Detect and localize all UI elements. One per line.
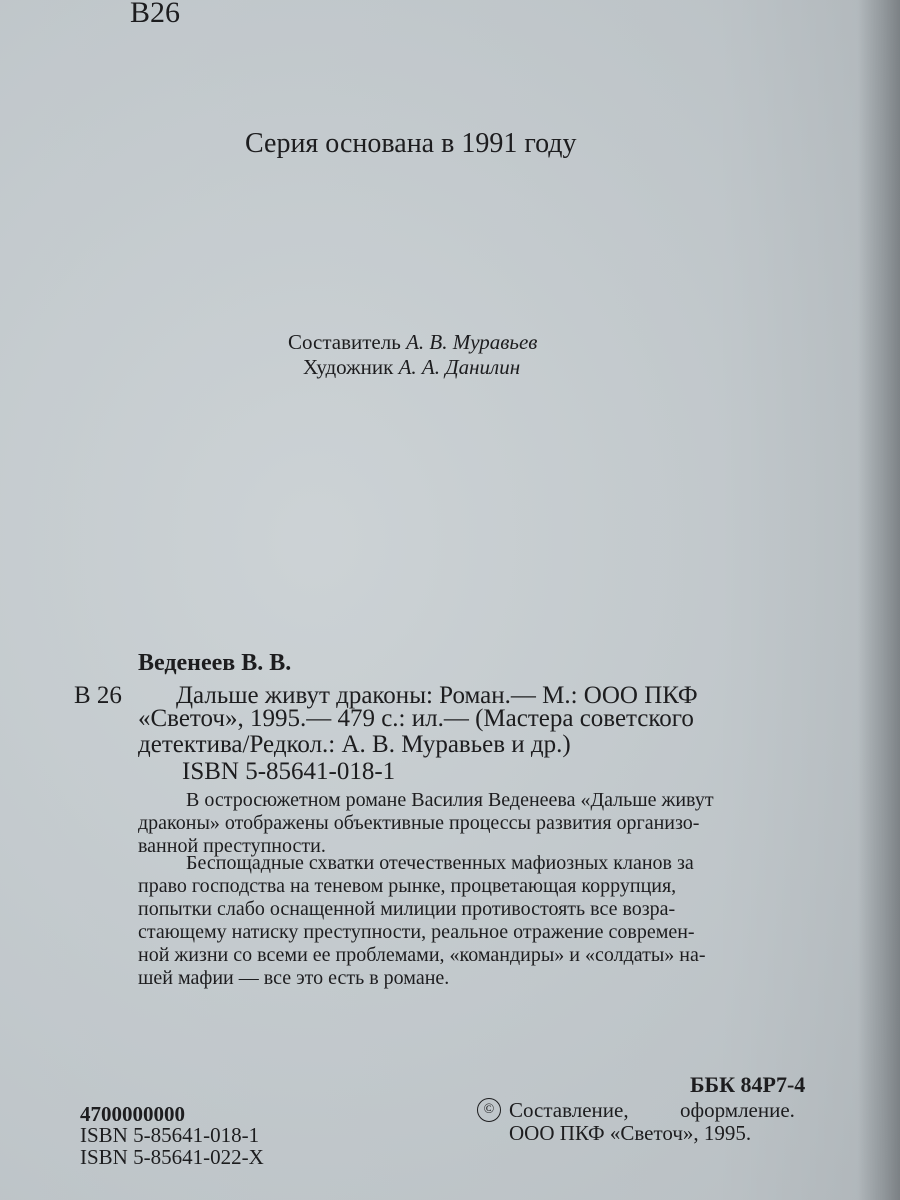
copyright-text: оформление. [680,1098,795,1122]
annotation-line: право господства на теневом рынке, процветающая коррупция, [138,875,677,897]
annotation-line: ванной преступности. [138,835,326,857]
annotation-line: стающему натиску преступности, реальное отражение современ- [138,921,695,943]
credit-artist [303,355,520,380]
credit-role: Составитель [288,330,401,354]
credit-role: Художник [303,355,394,379]
catalog-code-top: В26 [130,0,181,29]
annotation-line: Беспощадные схватки отечественных мафиозных кланов за [186,852,694,874]
copyright-holder: ООО ПКФ «Светоч», 1995. [509,1121,752,1145]
publication-number: 4700000000 [80,1102,185,1126]
copyright-sign: © [477,1098,501,1122]
catalog-line: детектива/Редкол.: А. В. Муравьев и др.) [138,731,571,758]
annotation-line: шей мафии — все это есть в романе. [138,967,450,989]
credit-compiler [288,330,537,355]
footer-isbn: ISBN 5-85641-022-X [80,1145,264,1169]
annotation-line: драконы» отображены объективные процессы развития организо- [138,812,700,834]
bbk-code: ББК 84Р7-4 [690,1072,806,1097]
footer-isbn: ISBN 5-85641-018-1 [80,1123,260,1147]
catalog-code: В 26 [74,682,122,709]
annotation-line: попытки слабо оснащенной милиции противостоять все возра- [138,898,676,920]
annotation-line: В остросюжетном романе Василия Веденеева «Дальше живут [186,789,714,811]
credit-person: А. А. Данилин [398,355,521,379]
catalog-line: «Светоч», 1995.— 479 с.: ил.— (Мастера советского [138,705,694,732]
author-name: Веденеев В. В. [138,650,292,676]
credit-person: А. В. Муравьев [406,330,538,354]
series-note: Серия основана в 1991 году [245,128,577,159]
copyright-text: Составление, [509,1098,629,1122]
catalog-isbn: ISBN 5-85641-018-1 [182,758,396,785]
catalog-line: Дальше живут драконы: Роман.— М.: ООО ПКФ [176,682,698,709]
annotation-line: ной жизни со всеми ее проблемами, «командиры» и «солдаты» на- [138,944,706,966]
page-edge-shadow [858,0,900,1200]
